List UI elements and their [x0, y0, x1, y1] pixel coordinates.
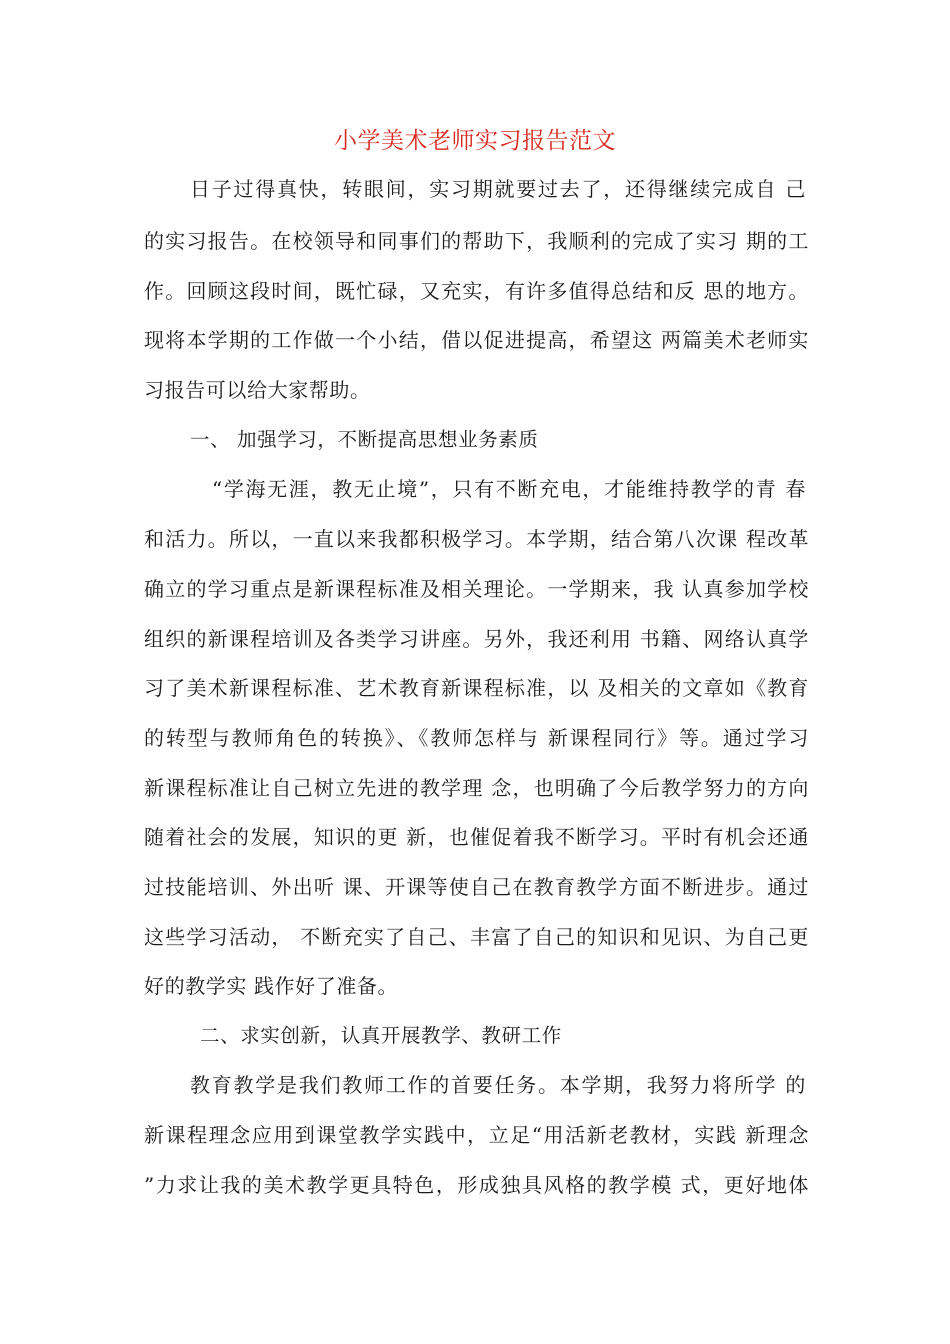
- paragraph-line: 作。回顾这段时间，既忙碌，又充实，有许多值得总结和反 思的地方。: [144, 279, 809, 303]
- paragraph-line: 习报告可以给大家帮助。: [144, 378, 371, 402]
- paragraph-line: 的实习报告。在校领导和同事们的帮助下，我顺利的完成了实习 期的工: [144, 229, 809, 253]
- paragraph-line: 习了美术新课程标准、艺术教育新课程标准，以 及相关的文章如《教育: [144, 676, 809, 700]
- paragraph-line: 组织的新课程培训及各类学习讲座。另外，我还利用 书籍、网络认真学: [144, 627, 809, 651]
- paragraph-line: 这些学习活动， 不断充实了自己、丰富了自己的知识和见识、为自己更: [144, 925, 809, 949]
- document-title: 小学美术老师实习报告范文: [334, 128, 616, 154]
- paragraph-line: 过技能培训、外出听 课、开课等使自己在教育教学方面不断进步。通过: [144, 875, 809, 899]
- paragraph-line: “学海无涯，教无止境”，只有不断充电，才能维持教学的青 春: [212, 477, 806, 501]
- paragraph-line: 教育教学是我们教师工作的首要任务。本学期，我努力将所学 的: [190, 1073, 806, 1097]
- paragraph-line: ”力求让我的美术教学更具特色，形成独具风格的教学模 式，更好地体: [144, 1173, 809, 1197]
- paragraph-line: 好的教学实 践作好了准备。: [144, 974, 399, 998]
- paragraph-line: 确立的学习重点是新课程标准及相关理论。一学期来，我 认真参加学校: [144, 577, 809, 601]
- section-heading: 一、 加强学习，不断提高思想业务素质: [190, 428, 539, 451]
- paragraph-line: 现将本学期的工作做一个小结，借以促进提高，希望这 两篇美术老师实: [144, 328, 809, 352]
- paragraph-line: 日子过得真快，转眼间，实习期就要过去了，还得继续完成自 己: [190, 177, 806, 201]
- paragraph-line: 新课程标准让自己树立先进的教学理 念，也明确了今后教学努力的方向: [144, 776, 809, 800]
- section-heading: 二、求实创新，认真开展教学、教研工作: [200, 1024, 562, 1047]
- paragraph-line: 随着社会的发展，知识的更 新，也催促着我不断学习。平时有机会还通: [144, 825, 809, 849]
- paragraph-line: 新课程理念应用到课堂教学实践中，立足“用活新老教材，实践 新理念: [144, 1123, 809, 1147]
- paragraph-line: 和活力。所以，一直以来我都积极学习。本学期，结合第八次课 程改革: [144, 527, 809, 551]
- paragraph-line: 的转型与教师角色的转换》、《教师怎样与 新课程同行》等。通过学习: [144, 726, 809, 750]
